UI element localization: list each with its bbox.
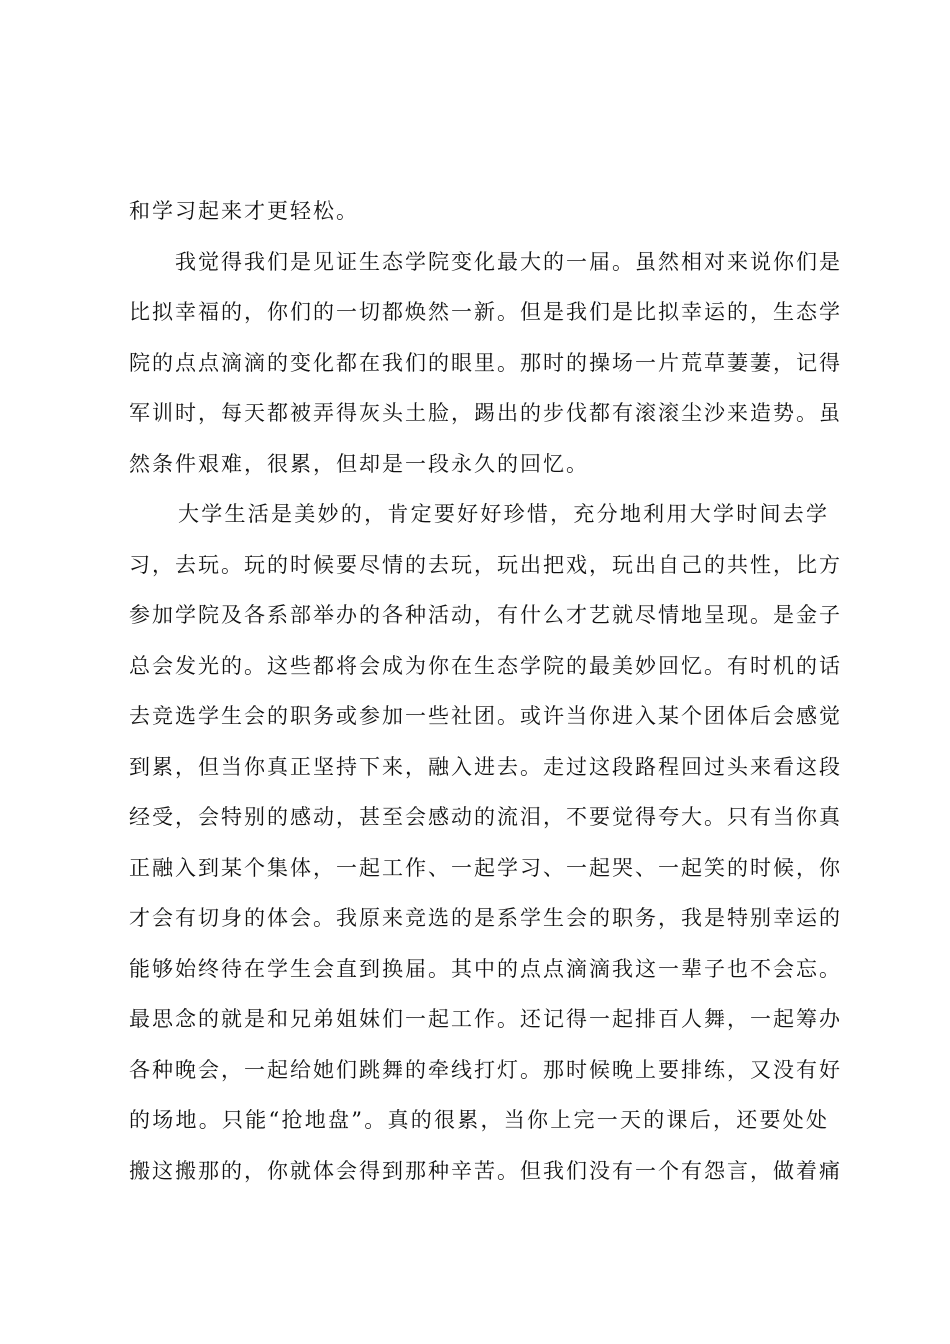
text-line: 经受，会特别的感动，甚至会感动的流泪，不要觉得夸大。只有当你真 [129, 805, 842, 829]
text-line: 习，去玩。玩的时候要尽情的去玩，玩出把戏，玩出自己的共性，比方 [129, 552, 842, 577]
text-line: 能够始终待在学生会直到换届。其中的点点滴滴我这一辈子也不会忘。 [129, 956, 842, 981]
text-line: 去竞选学生会的职务或参加一些社团。或许当你进入某个团体后会感觉 [129, 704, 842, 728]
text-line: 比拟幸福的，你们的一切都焕然一新。但是我们是比拟幸运的，生态学 [129, 300, 842, 324]
document-body [129, 186, 842, 1196]
text-line: 大学生活是美妙的，肯定要好好珍惜，充分地利用大学时间去学 [178, 502, 829, 526]
text-line: 正融入到某个集体，一起工作、一起学习、一起哭、一起笑的时候，你 [129, 855, 842, 880]
text-line: 军训时，每天都被弄得灰头土脸，踢出的步伐都有滚滚尘沙来造势。虽 [129, 401, 842, 425]
text-line: 最思念的就是和兄弟姐妹们一起工作。还记得一起排百人舞，一起筹办 [129, 1007, 842, 1031]
text-line: 院的点点滴滴的变化都在我们的眼里。那时的操场一片荒草萋萋，记得 [129, 350, 842, 375]
paragraph-2 [129, 237, 842, 490]
text-line: 各种晚会，一起给她们跳舞的牵线打灯。那时候晚上要排练，又没有好 [129, 1057, 842, 1082]
paragraph-1 [129, 186, 829, 237]
text-line: 搬这搬那的，你就体会得到那种辛苦。但我们没有一个有怨言，做着痛 [129, 1158, 842, 1183]
text-line: 然条件艰难，很累，但却是一段永久的回忆。 [129, 451, 589, 476]
text-line: 总会发光的。这些都将会成为你在生态学院的最美妙回忆。有时机的话 [129, 653, 842, 678]
text-line: 才会有切身的体会。我原来竞选的是系学生会的职务，我是特别幸运的 [129, 906, 842, 930]
text-line: 到累，但当你真正坚持下来，融入进去。走过这段路程回过头来看这段 [129, 754, 842, 779]
text-line: 的场地。只能“抢地盘”。真的很累，当你上完一天的课后，还要处处 [129, 1108, 829, 1132]
text-line: 和学习起来才更轻松。 [129, 199, 359, 223]
text-line: 参加学院及各系部举办的各种活动，有什么才艺就尽情地呈现。是金子 [129, 603, 842, 627]
text-line: 我觉得我们是见证生态学院变化最大的一届。虽然相对来说你们是 [175, 249, 842, 274]
paragraph-3 [129, 489, 842, 1196]
